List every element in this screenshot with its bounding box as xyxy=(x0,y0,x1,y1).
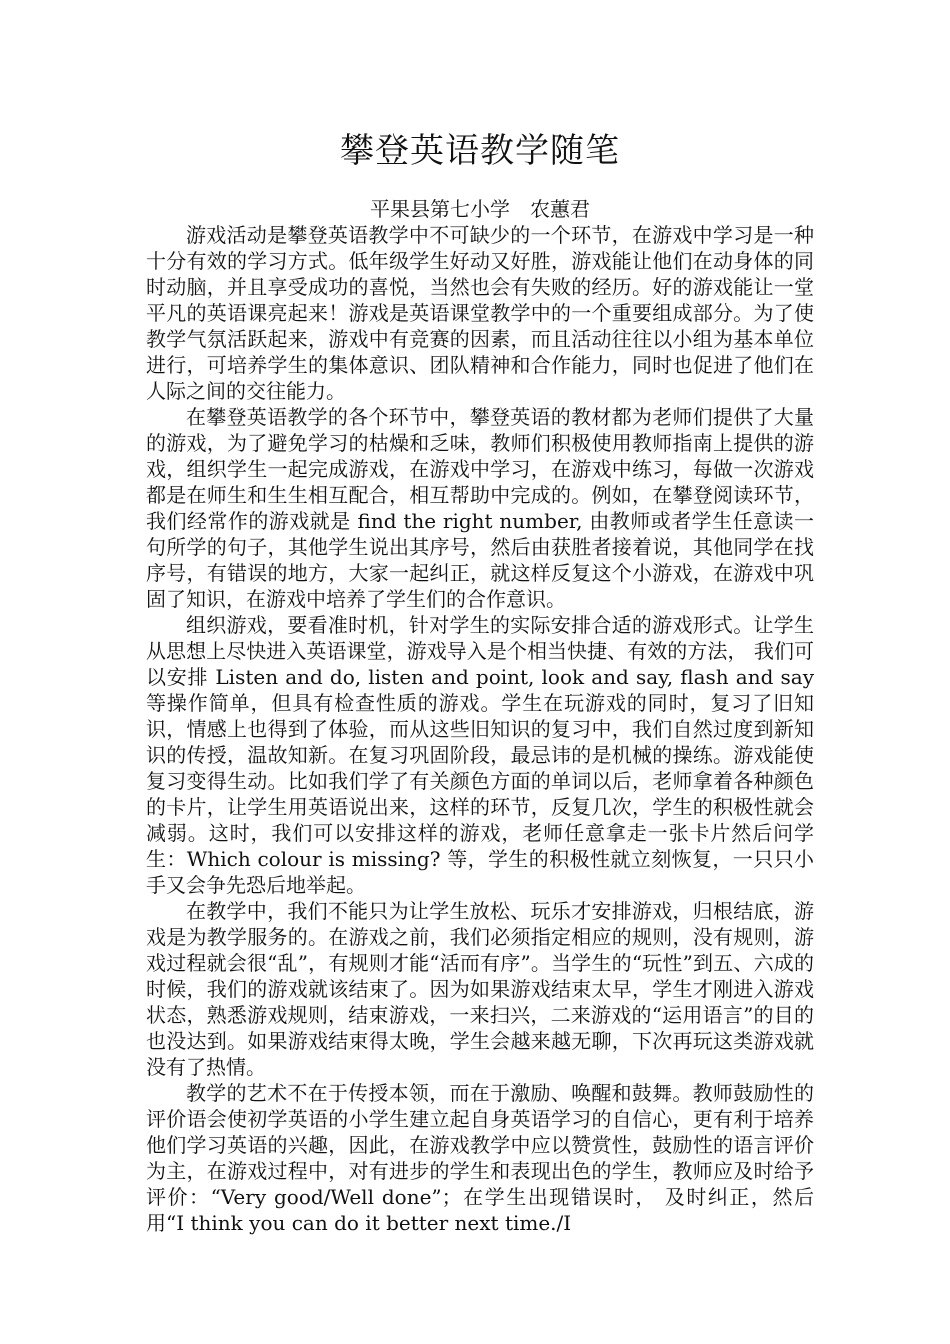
paragraph-5: 教学的艺术不在于传授本领，而在于激励、唤醒和鼓舞。教师鼓励性的评价语会使初学英语的小学生建立起自身英语学习的自信心，更有利于培养他们学习英语的兴趣，因此，在游戏教学中应以赞赏性，鼓励性的语言评价为主，在游戏过程中，对有进步的学生和表现出色的学生，教师应及时给予评价：“Very good/Well done”；在学生出现错误时， 及时纠正，然后用“I think you can do it better next time./I xyxy=(146,1081,814,1235)
paragraph-2: 在攀登英语教学的各个环节中，攀登英语的教材都为老师们提供了大量的游戏，为了避免学习的枯燥和乏味，教师们积极使用教师指南上提供的游戏，组织学生一起完成游戏，在游戏中学习，在游戏中练习，每做一次游戏都是在师生和生生相互配合，相互帮助中完成的。例如，在攀登阅读环节，我们经常作的游戏就是 find the right number, 由教师或者学生任意读一句所学的句子，其他学生说出其序号，然后由获胜者接着说，其他同学在找序号，有错误的地方，大家一起纠正，就这样反复这个小游戏，在游戏中巩固了知识，在游戏中培养了学生们的合作意识。 xyxy=(146,405,814,611)
paragraph-3: 组织游戏，要看准时机，针对学生的实际安排合适的游戏形式。让学生从思想上尽快进入英语课堂，游戏导入是个相当快捷、有效的方法， 我们可以安排 Listen and do, listen and point, look and say, flash and say 等操作简单，但具有检查性质的游戏。学生在玩游戏的同时，复习了旧知识，情感上也得到了体验，而从这些旧知识的复习中，我们自然过度到新知识的传授，温故知新。在复习巩固阶段，最忌讳的是机械的操练。游戏能使复习变得生动。比如我们学了有关颜色方面的单词以后，老师拿着各种颜色的卡片，让学生用英语说出来，这样的环节，反复几次，学生的积极性就会减弱。这时，我们可以安排这样的游戏，老师任意拿走一张卡片然后问学生：Which colour is missing? 等，学生的积极性就立刻恢复，一只只小手又会争先恐后地举起。 xyxy=(146,613,814,897)
paragraph-4: 在教学中，我们不能只为让学生放松、玩乐才安排游戏，归根结底，游戏是为教学服务的。在游戏之前，我们必须指定相应的规则，没有规则，游戏过程就会很“乱”，有规则才能“活而有序”。当学生的“玩性”到五、六成的时候，我们的游戏就该结束了。因为如果游戏结束太早，学生才刚进入游戏状态，熟悉游戏规则，结束游戏，一来扫兴，二来游戏的“运用语言”的目的也没达到。如果游戏结束得太晚，学生会越来越无聊，下次再玩这类游戏就没有了热情。 xyxy=(146,899,814,1079)
document-page xyxy=(146,128,814,1236)
author-line: 平果县第七小学 农蕙君 xyxy=(370,197,590,221)
document-title: 攀登英语教学随笔 xyxy=(340,131,620,171)
paragraph-1: 游戏活动是攀登英语教学中不可缺少的一个环节，在游戏中学习是一种十分有效的学习方式。低年级学生好动又好胜，游戏能让他们在动身体的同时动脑，并且享受成功的喜悦，当然也会有失败的经历。好的游戏能让一堂平凡的英语课亮起来！游戏是英语课堂教学中的一个重要组成部分。为了使教学气氛活跃起来，游戏中有竞赛的因素，而且活动往往以小组为基本单位进行，可培养学生的集体意识、团队精神和合作能力，同时也促进了他们在人际之间的交往能力。 xyxy=(146,223,814,403)
